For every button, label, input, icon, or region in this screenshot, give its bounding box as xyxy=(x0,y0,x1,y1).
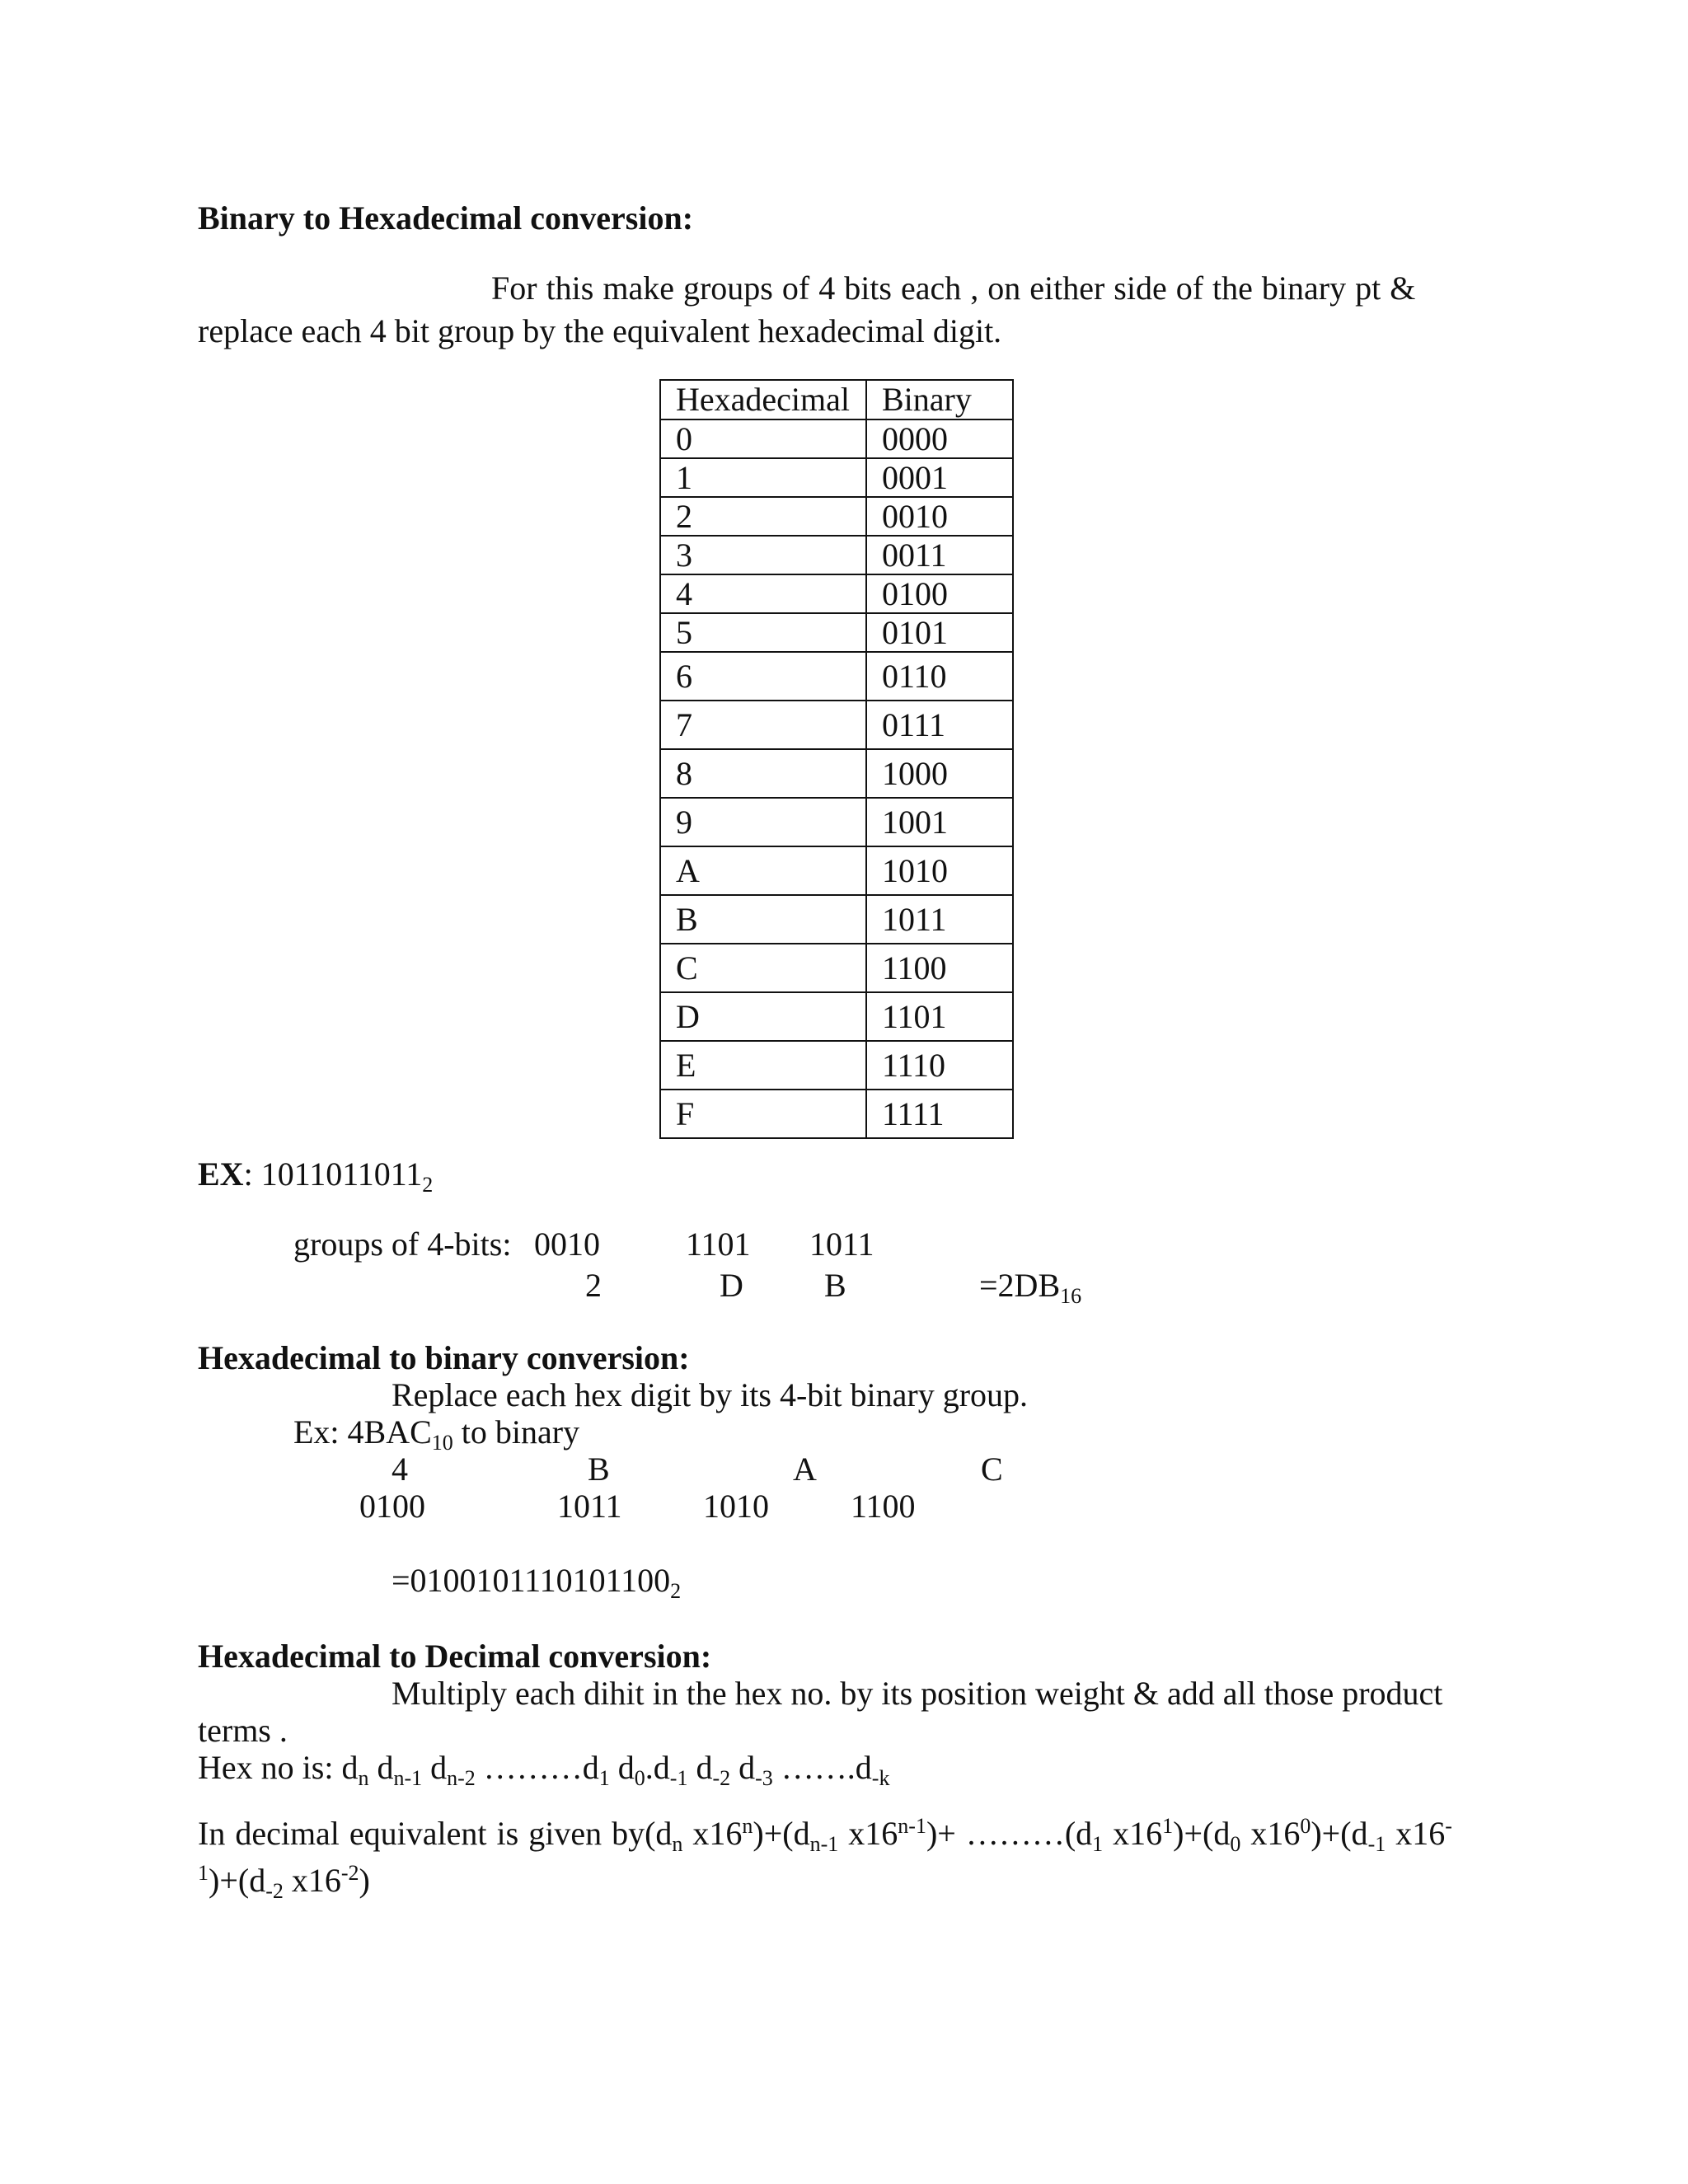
hex-cell: 2 xyxy=(660,497,866,536)
hex-cell: 9 xyxy=(660,798,866,846)
hex-cell: 0 xyxy=(660,419,866,458)
table-header-binary: Binary xyxy=(866,380,1013,419)
table-row xyxy=(660,536,1013,574)
binary-cell: 0100 xyxy=(866,574,1013,613)
table-row xyxy=(660,652,1013,701)
example2-line xyxy=(293,1413,580,1455)
example2-prefix: Ex: 4BAC xyxy=(293,1413,432,1451)
group-value: 0010 xyxy=(534,1226,600,1263)
example-result-value: =2DB xyxy=(979,1267,1061,1304)
example-result xyxy=(979,1267,1082,1308)
binary-cell: 0010 xyxy=(866,497,1013,536)
example-colon: : xyxy=(243,1155,253,1193)
table-row xyxy=(660,798,1013,846)
example-result-base: 16 xyxy=(1060,1284,1082,1308)
table-row xyxy=(660,701,1013,749)
binary-group: 1100 xyxy=(851,1488,916,1525)
equiv-prefix: In decimal equivalent is given by xyxy=(198,1815,645,1852)
hex-digit: 4 xyxy=(392,1451,408,1488)
example-number: 1011011011 xyxy=(260,1155,423,1193)
table-header-hexadecimal: Hexadecimal xyxy=(660,380,866,419)
decimal-equivalent-line-cont: $^1)+(d_{-2}$ $x16^{-2}$) xyxy=(198,1861,370,1903)
table-row xyxy=(660,497,1013,536)
binary-group: 1011 xyxy=(557,1488,622,1525)
hex-cell: B xyxy=(660,895,866,944)
groups-label: groups of 4-bits: xyxy=(293,1226,512,1263)
hex-cell: 8 xyxy=(660,749,866,798)
hex-cell: E xyxy=(660,1041,866,1090)
table-row xyxy=(660,613,1013,652)
hex-cell: 6 xyxy=(660,652,866,701)
hex-digit: C xyxy=(981,1451,1003,1488)
hex-cell: 1 xyxy=(660,458,866,497)
hex-cell: 7 xyxy=(660,701,866,749)
hex-digit: D xyxy=(720,1267,743,1304)
example2-base: 10 xyxy=(431,1431,453,1455)
binary-cell: 0001 xyxy=(866,458,1013,497)
table-row xyxy=(660,419,1013,458)
binary-cell: 1011 xyxy=(866,895,1013,944)
hex-no-label: Hex no is: xyxy=(198,1749,342,1786)
binary-cell: 1110 xyxy=(866,1041,1013,1090)
section-heading-hex-to-decimal: Hexadecimal to Decimal conversion: xyxy=(198,1638,712,1675)
binary-cell: 1001 xyxy=(866,798,1013,846)
hex-digit: 2 xyxy=(585,1267,602,1304)
example-label xyxy=(198,1155,434,1197)
hex-digit: B xyxy=(588,1451,610,1488)
table-row xyxy=(660,1041,1013,1090)
table-row xyxy=(660,574,1013,613)
table-row xyxy=(660,749,1013,798)
example2-result-base: 2 xyxy=(670,1579,682,1603)
binary-cell: 0101 xyxy=(866,613,1013,652)
example-number-base: 2 xyxy=(422,1173,434,1197)
example2-result xyxy=(392,1562,682,1603)
binary-cell: 1000 xyxy=(866,749,1013,798)
example2-result-value: =0100101110101100 xyxy=(392,1562,671,1599)
binary-cell: 1111 xyxy=(866,1090,1013,1138)
paragraph-line: replace each 4 bit group by the equivalent hexadecimal digit. xyxy=(198,312,1002,349)
table-row xyxy=(660,944,1013,992)
binary-group: 1010 xyxy=(703,1488,769,1525)
hex-cell: 5 xyxy=(660,613,866,652)
decimal-equivalent-line: In decimal equivalent is given $by(d_n$ $x16^n)+(d_{n-1}$ $x16^{n-1})+$ $\dots\dots\dots(d_1$ $x16^1)+(d_0$ $x16^0)+(d_{-1}$ x16- xyxy=(198,1814,1452,1856)
table-body xyxy=(660,419,1013,1138)
paragraph-line: Multiply each dihit in the hex no. by its position weight & add all those product xyxy=(392,1675,1443,1712)
hex-cell: A xyxy=(660,846,866,895)
table-row xyxy=(660,1090,1013,1138)
binary-cell: 0111 xyxy=(866,701,1013,749)
section-heading-binary-to-hex: Binary to Hexadecimal conversion: xyxy=(198,199,694,237)
table-row xyxy=(660,846,1013,895)
hex-number-form: Hex no is: $d_n$ $d_{n-1}$ $d_{n-2}$ $\dots\dots\dots d_1$ $d_0.d_{-1}$ $d_{-2}$ $d_{-3}$ $\dots\dots.d_{-k}$ xyxy=(198,1749,890,1790)
hex-digit: B xyxy=(824,1267,846,1304)
hex-cell: 3 xyxy=(660,536,866,574)
hex-cell: 4 xyxy=(660,574,866,613)
hex-cell: C xyxy=(660,944,866,992)
binary-group: 0100 xyxy=(359,1488,425,1525)
binary-cell: 1101 xyxy=(866,992,1013,1041)
paragraph-line: For this make groups of 4 bits each , on either side of the binary pt & xyxy=(491,269,1416,307)
group-value: 1101 xyxy=(686,1226,751,1263)
binary-cell: 1010 xyxy=(866,846,1013,895)
section-heading-hex-to-binary: Hexadecimal to binary conversion: xyxy=(198,1339,690,1376)
binary-cell: 0110 xyxy=(866,652,1013,701)
hex-binary-table xyxy=(659,379,1014,1139)
binary-cell: 0011 xyxy=(866,536,1013,574)
table-row xyxy=(660,895,1013,944)
group-value: 1011 xyxy=(809,1226,874,1263)
binary-cell: 0000 xyxy=(866,419,1013,458)
table-row xyxy=(660,458,1013,497)
table-row xyxy=(660,992,1013,1041)
hex-cell: D xyxy=(660,992,866,1041)
example2-suffix: to binary xyxy=(452,1413,580,1451)
binary-cell: 1100 xyxy=(866,944,1013,992)
hex-digit: A xyxy=(793,1451,817,1488)
instruction-text: Replace each hex digit by its 4-bit binary group. xyxy=(392,1376,1029,1413)
example-label-ex: EX xyxy=(198,1155,244,1193)
hex-cell: F xyxy=(660,1090,866,1138)
paragraph-line: terms . xyxy=(198,1712,288,1749)
